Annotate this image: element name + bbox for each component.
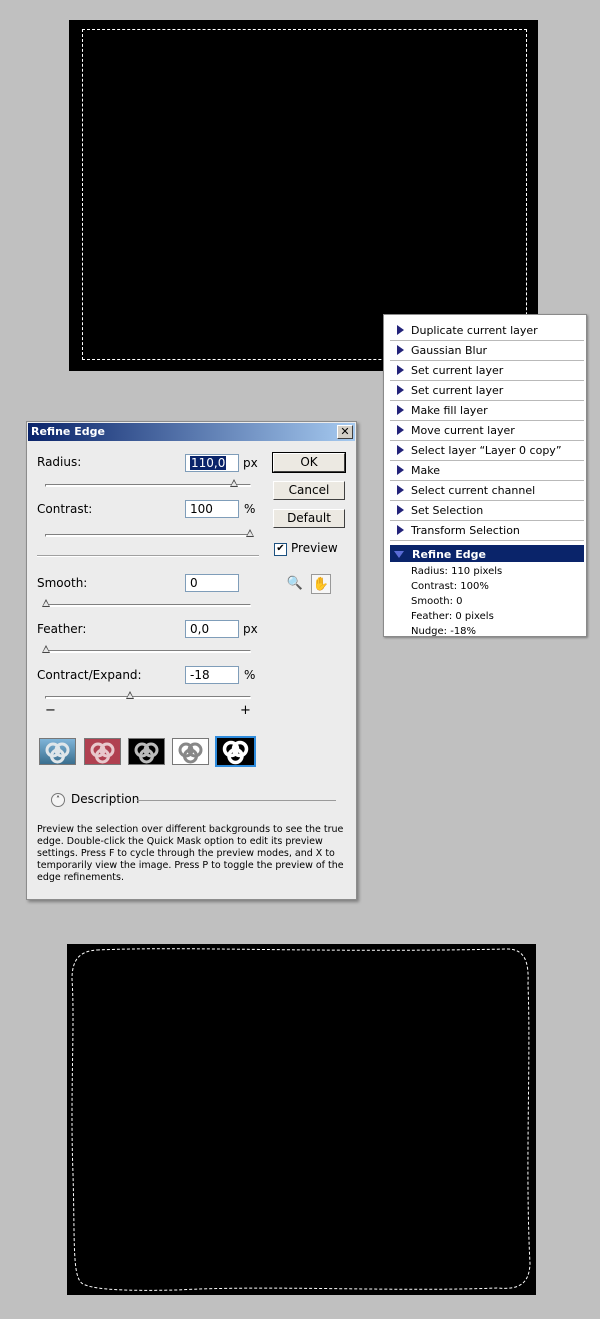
radius-input[interactable]: 110,0 (185, 454, 239, 472)
contract-expand-slider-thumb[interactable] (126, 691, 134, 699)
history-item-label: Gaussian Blur (411, 344, 488, 357)
preview-checkbox[interactable]: ✔ (274, 543, 287, 556)
knot-mask-icon (217, 738, 254, 765)
history-detail-line: Contrast: 100% (411, 581, 489, 592)
view-standard-button[interactable] (39, 738, 76, 765)
history-panel (383, 314, 587, 637)
history-state-icon (397, 385, 404, 395)
knot-standard-icon (40, 739, 75, 764)
history-item-label: Make (411, 464, 440, 477)
contrast-slider-thumb[interactable] (246, 529, 254, 537)
knot-quick-mask-icon (85, 739, 120, 764)
knot-on-black-icon (129, 739, 164, 764)
knot-on-white-icon (173, 739, 208, 764)
history-state-icon (397, 425, 404, 435)
contrast-unit: % (244, 502, 256, 516)
smooth-input[interactable]: 0 (185, 574, 239, 592)
history-state-icon (397, 505, 404, 515)
view-on-black-button[interactable] (128, 738, 165, 765)
separator (37, 555, 259, 557)
history-state-icon (397, 445, 404, 455)
history-detail-line: Smooth: 0 (411, 596, 463, 607)
history-item-label: Transform Selection (411, 524, 520, 537)
history-item[interactable] (390, 381, 584, 401)
history-item[interactable] (390, 461, 584, 481)
history-state-icon (397, 405, 404, 415)
contract-minus-label: − (45, 703, 56, 718)
history-item-label: Move current layer (411, 424, 515, 437)
history-state-icon (397, 365, 404, 375)
history-item[interactable] (390, 481, 584, 501)
history-state-icon (397, 465, 404, 475)
feather-slider-thumb[interactable] (42, 645, 50, 653)
preview-label: Preview (291, 541, 338, 555)
smooth-slider-thumb[interactable] (42, 599, 50, 607)
contrast-input[interactable]: 100 (185, 500, 239, 518)
expanded-triangle-icon[interactable] (394, 551, 404, 558)
zoom-tool-icon[interactable]: 🔍 (286, 576, 304, 591)
history-state-icon (397, 485, 404, 495)
history-state-icon (397, 325, 404, 335)
description-title: Description (71, 792, 140, 806)
contract-expand-slider[interactable] (45, 696, 251, 699)
feather-input[interactable]: 0,0 (185, 620, 239, 638)
hand-tool-icon[interactable]: ✋ (311, 574, 331, 594)
history-detail-line: Radius: 110 pixels (411, 566, 503, 577)
history-item[interactable] (390, 501, 584, 521)
refine-edge-dialog (26, 421, 357, 900)
history-item-label: Set Selection (411, 504, 484, 517)
history-item-label: Set current layer (411, 384, 504, 397)
refined-selection-marquee (67, 944, 536, 1295)
history-item-label: Select current channel (411, 484, 536, 497)
history-item-label: Select layer “Layer 0 copy” (411, 444, 562, 457)
feather-label: Feather: (37, 622, 87, 636)
history-item[interactable] (390, 441, 584, 461)
history-detail-line: Nudge: -18% (411, 626, 477, 637)
history-item[interactable] (390, 321, 584, 341)
smooth-label: Smooth: (37, 576, 88, 590)
history-item[interactable] (390, 361, 584, 381)
selection-marquee (82, 29, 527, 360)
ok-button[interactable]: OK (273, 453, 345, 472)
view-on-white-button[interactable] (172, 738, 209, 765)
contract-expand-label: Contract/Expand: (37, 668, 142, 682)
history-state-icon (397, 525, 404, 535)
close-button[interactable]: ✕ (337, 425, 353, 439)
default-button[interactable]: Default (273, 509, 345, 528)
dialog-titlebar[interactable] (28, 423, 355, 441)
description-divider (137, 800, 336, 801)
history-state-icon (397, 345, 404, 355)
radius-slider-thumb[interactable] (230, 479, 238, 487)
history-item[interactable] (390, 401, 584, 421)
radius-slider[interactable] (45, 484, 251, 487)
dialog-title: Refine Edge (31, 425, 105, 438)
view-mask-button[interactable] (215, 736, 256, 767)
history-item-label: Set current layer (411, 364, 504, 377)
history-item-label: Refine Edge (412, 548, 486, 561)
view-quick-mask-button[interactable] (84, 738, 121, 765)
description-toggle-button[interactable]: ˄ (51, 793, 65, 807)
canvas-after-refine[interactable] (67, 944, 536, 1295)
history-item[interactable] (390, 421, 584, 441)
smooth-slider[interactable] (45, 604, 251, 607)
history-item-label: Make fill layer (411, 404, 488, 417)
history-item[interactable] (390, 521, 584, 541)
feather-slider[interactable] (45, 650, 251, 653)
contrast-slider[interactable] (45, 534, 251, 537)
radius-label: Radius: (37, 455, 82, 469)
history-item[interactable] (390, 341, 584, 361)
expand-plus-label: + (240, 703, 251, 718)
history-item-active[interactable] (390, 545, 584, 562)
cancel-button[interactable]: Cancel (273, 481, 345, 500)
feather-unit: px (243, 622, 258, 636)
radius-unit: px (243, 456, 258, 470)
description-text: Preview the selection over different backgrounds to see the true edge. Double-click the Quick Mask option to edit its preview settings. Press F to cycle through the preview modes, and X to temporarily view the image. Press P to toggle the preview of the edge refinements. (37, 824, 344, 883)
contrast-label: Contrast: (37, 502, 93, 516)
contract-expand-input[interactable]: -18 (185, 666, 239, 684)
history-detail-line: Feather: 0 pixels (411, 611, 494, 622)
history-item-label: Duplicate current layer (411, 324, 538, 337)
contract-expand-unit: % (244, 668, 256, 682)
